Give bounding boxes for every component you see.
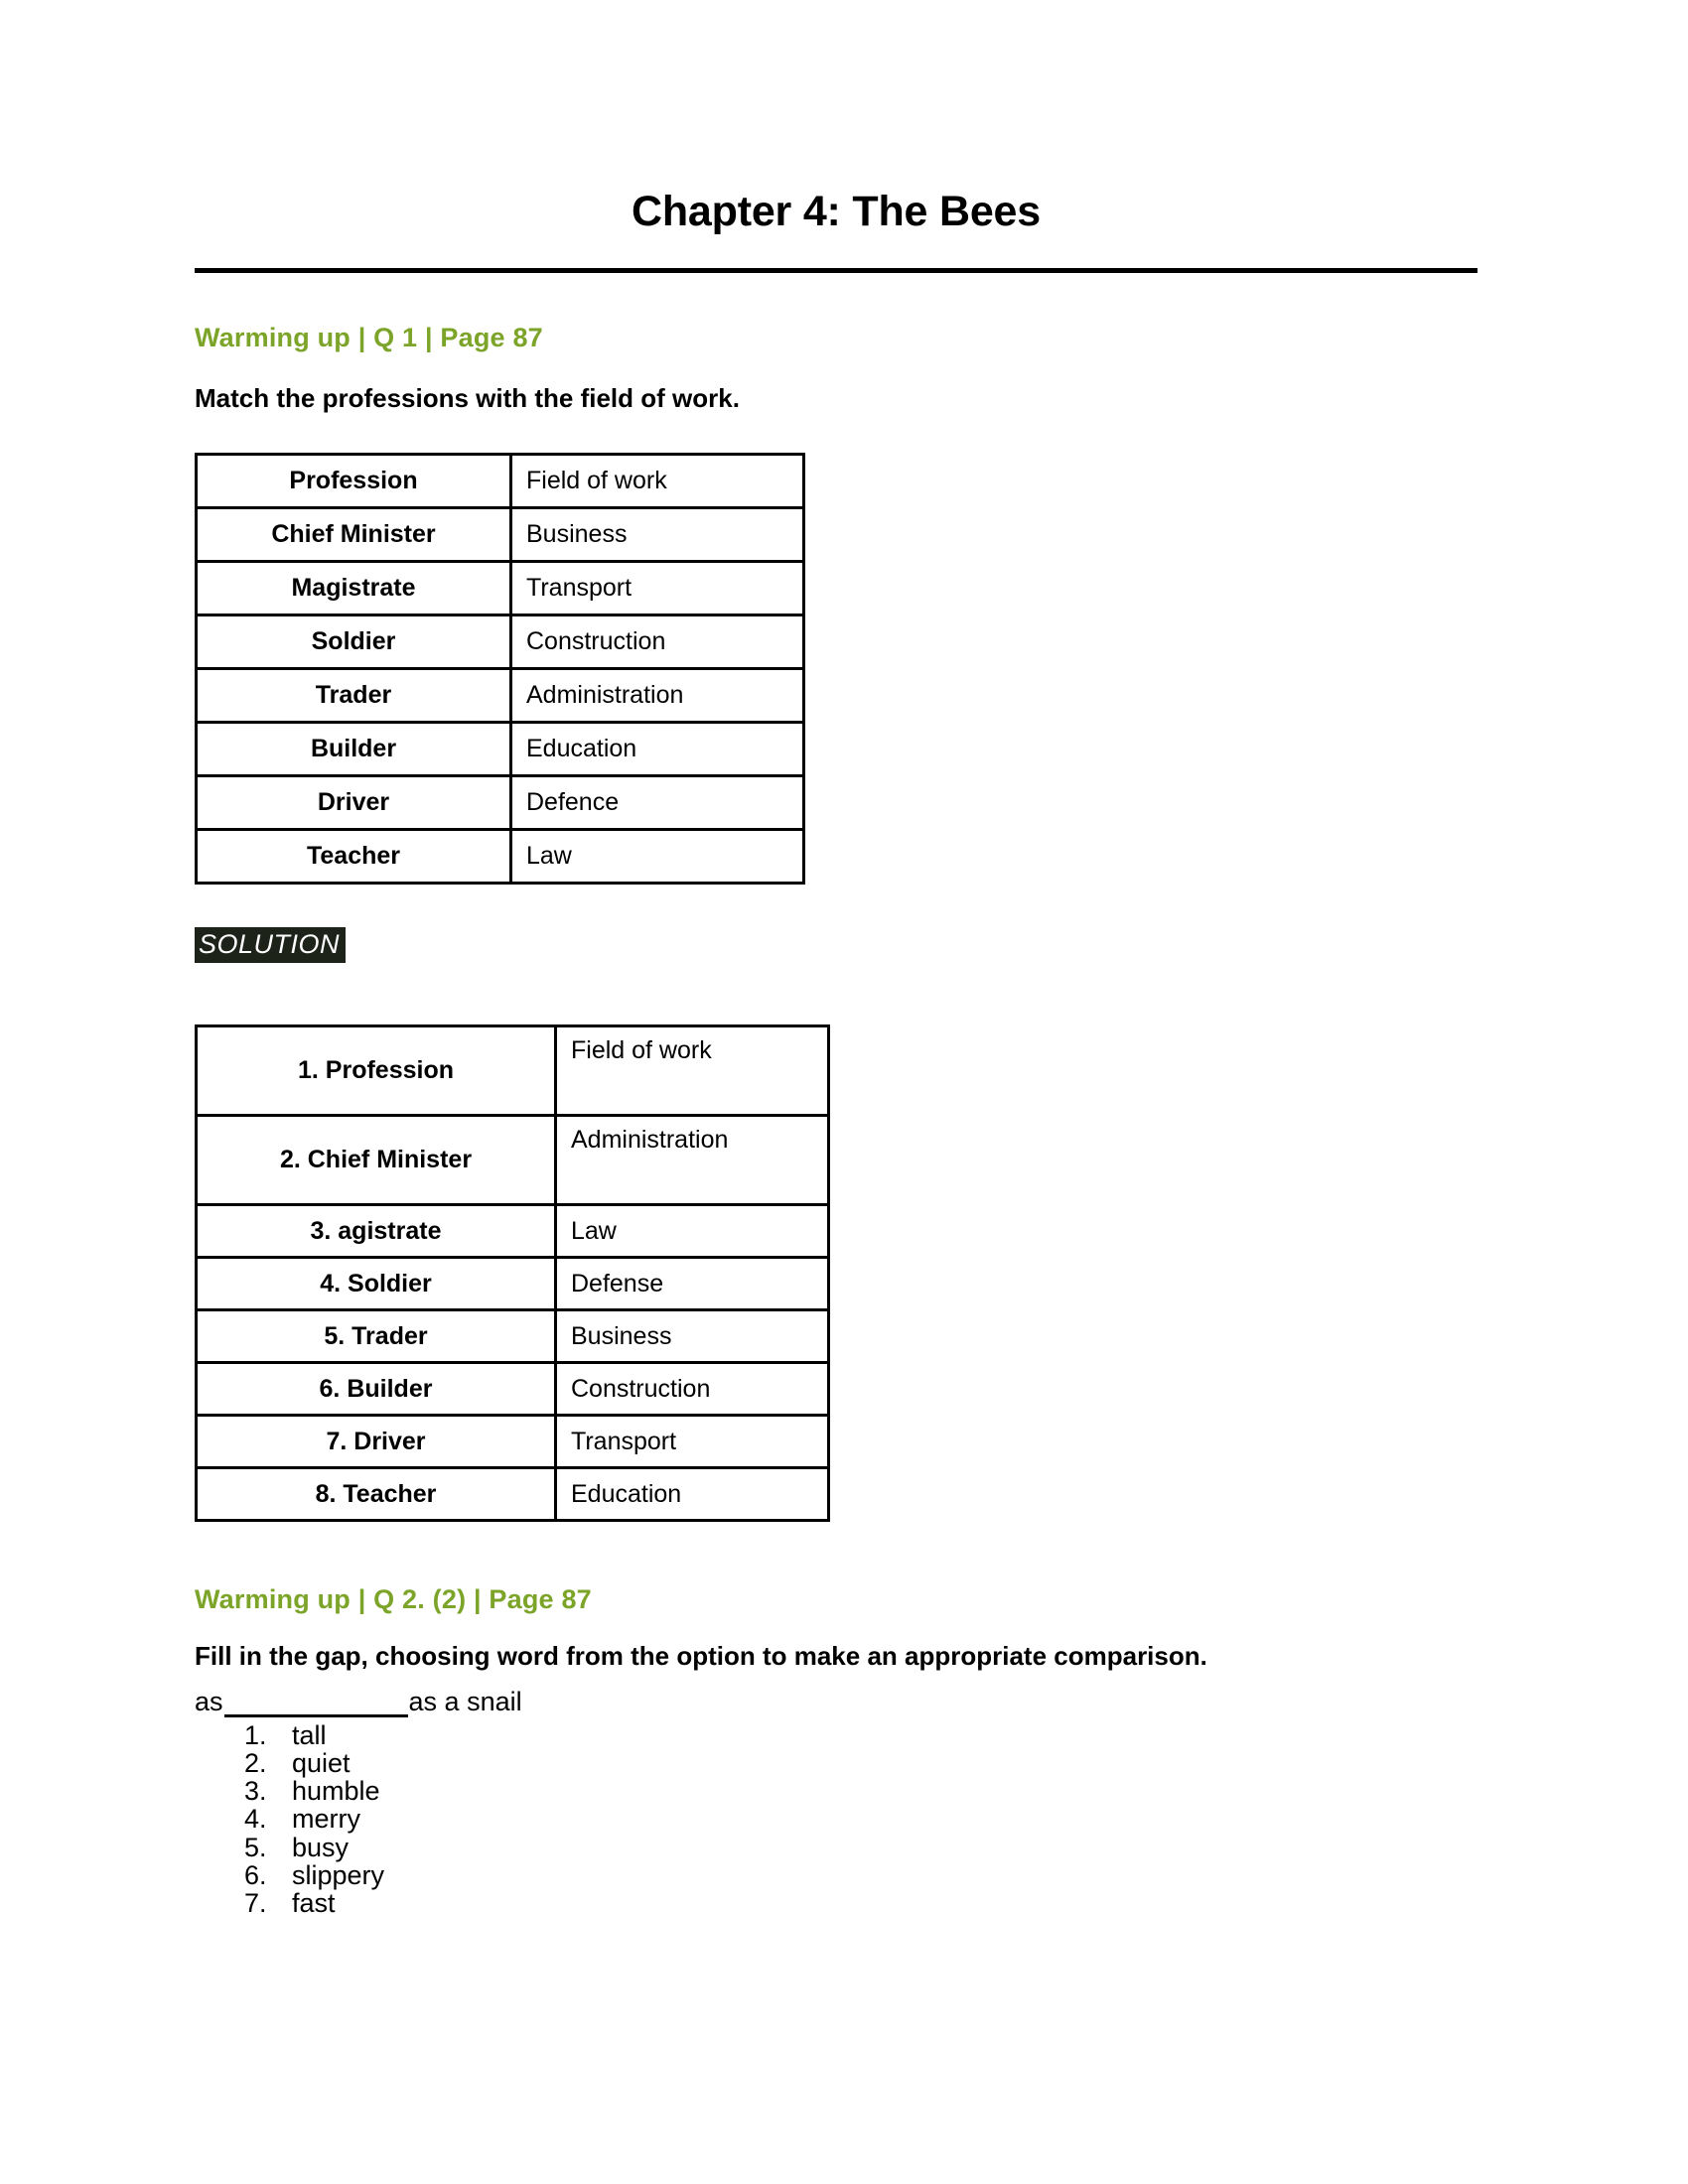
- table-row: [197, 454, 804, 507]
- table-row: [197, 829, 804, 883]
- table-row: [197, 722, 804, 775]
- option-label: merry: [292, 1804, 360, 1835]
- profession-cell: 3. agistrate: [197, 1204, 556, 1257]
- question-prompt-q1: Match the professions with the field of work.: [195, 383, 740, 414]
- profession-cell: Teacher: [197, 829, 511, 883]
- list-item[interactable]: [274, 1834, 1477, 1861]
- page-title: Chapter 4: The Bees: [632, 188, 1041, 235]
- table-row: [197, 668, 804, 722]
- field-cell: Defense: [556, 1257, 829, 1309]
- section-warming-up-q2: [195, 1583, 1477, 1917]
- list-item[interactable]: [274, 1889, 1477, 1917]
- field-cell: Education: [556, 1467, 829, 1520]
- profession-cell: 4. Soldier: [197, 1257, 556, 1309]
- table-row: [197, 775, 804, 829]
- profession-cell: Trader: [197, 668, 511, 722]
- profession-cell: 8. Teacher: [197, 1467, 556, 1520]
- profession-cell: Magistrate: [197, 561, 511, 614]
- option-label: humble: [292, 1776, 380, 1807]
- answer-option-list: [195, 1721, 1477, 1917]
- profession-cell: 1. Profession: [197, 1025, 556, 1115]
- fill-in-the-gap-line: [195, 1686, 1477, 1717]
- solution-badge: SOLUTION: [195, 927, 346, 963]
- field-cell: Administration: [511, 668, 804, 722]
- field-cell: Business: [511, 507, 804, 561]
- field-cell: Construction: [511, 614, 804, 668]
- option-label: tall: [292, 1720, 327, 1751]
- profession-cell: Builder: [197, 722, 511, 775]
- professions-match-table: [195, 453, 805, 885]
- field-cell: Business: [556, 1309, 829, 1362]
- list-item[interactable]: [274, 1721, 1477, 1749]
- table-row: [197, 1115, 829, 1204]
- section-heading-q1: Warming up | Q 1 | Page 87: [195, 323, 543, 352]
- gap-prefix-text: as: [195, 1686, 223, 1716]
- field-cell: Field of work: [556, 1025, 829, 1115]
- field-cell: Transport: [556, 1415, 829, 1467]
- list-item[interactable]: [274, 1777, 1477, 1805]
- table-row: [197, 1362, 829, 1415]
- question-prompt-q2: Fill in the gap, choosing word from the option to make an appropriate comparison.: [195, 1641, 1207, 1672]
- option-label: busy: [292, 1832, 350, 1862]
- section-heading-q2: Warming up | Q 2. (2) | Page 87: [195, 1583, 592, 1614]
- list-item[interactable]: [274, 1749, 1477, 1777]
- field-cell: Law: [511, 829, 804, 883]
- profession-cell: Driver: [197, 775, 511, 829]
- table-row: [197, 1204, 829, 1257]
- solution-label-wrap: [195, 927, 1477, 963]
- profession-cell: Chief Minister: [197, 507, 511, 561]
- profession-cell: Profession: [197, 454, 511, 507]
- field-cell: Law: [556, 1204, 829, 1257]
- profession-cell: 5. Trader: [197, 1309, 556, 1362]
- option-label: slippery: [292, 1859, 385, 1890]
- table-row: [197, 614, 804, 668]
- profession-cell: 2. Chief Minister: [197, 1115, 556, 1204]
- profession-cell: 7. Driver: [197, 1415, 556, 1467]
- field-cell: Transport: [511, 561, 804, 614]
- document-content: [195, 0, 1477, 1917]
- list-item[interactable]: [274, 1861, 1477, 1889]
- section-warming-up-q1: [195, 322, 1477, 1522]
- profession-cell: Soldier: [197, 614, 511, 668]
- field-cell: Field of work: [511, 454, 804, 507]
- list-item[interactable]: [274, 1805, 1477, 1833]
- solution-answer-table: [195, 1024, 830, 1522]
- table-row: [197, 1309, 829, 1362]
- option-label: fast: [292, 1887, 336, 1918]
- gap-suffix-text: as a snail: [408, 1686, 522, 1716]
- table-row: [197, 1025, 829, 1115]
- table-row: [197, 1467, 829, 1520]
- table-row: [197, 507, 804, 561]
- field-cell: Construction: [556, 1362, 829, 1415]
- gap-blank-input[interactable]: [224, 1691, 408, 1717]
- field-cell: Defence: [511, 775, 804, 829]
- table-row: [197, 561, 804, 614]
- title-divider: [195, 268, 1477, 273]
- field-cell: Education: [511, 722, 804, 775]
- table-row: [197, 1415, 829, 1467]
- profession-cell: 6. Builder: [197, 1362, 556, 1415]
- field-cell: Administration: [556, 1115, 829, 1204]
- table-row: [197, 1257, 829, 1309]
- option-label: quiet: [292, 1748, 351, 1779]
